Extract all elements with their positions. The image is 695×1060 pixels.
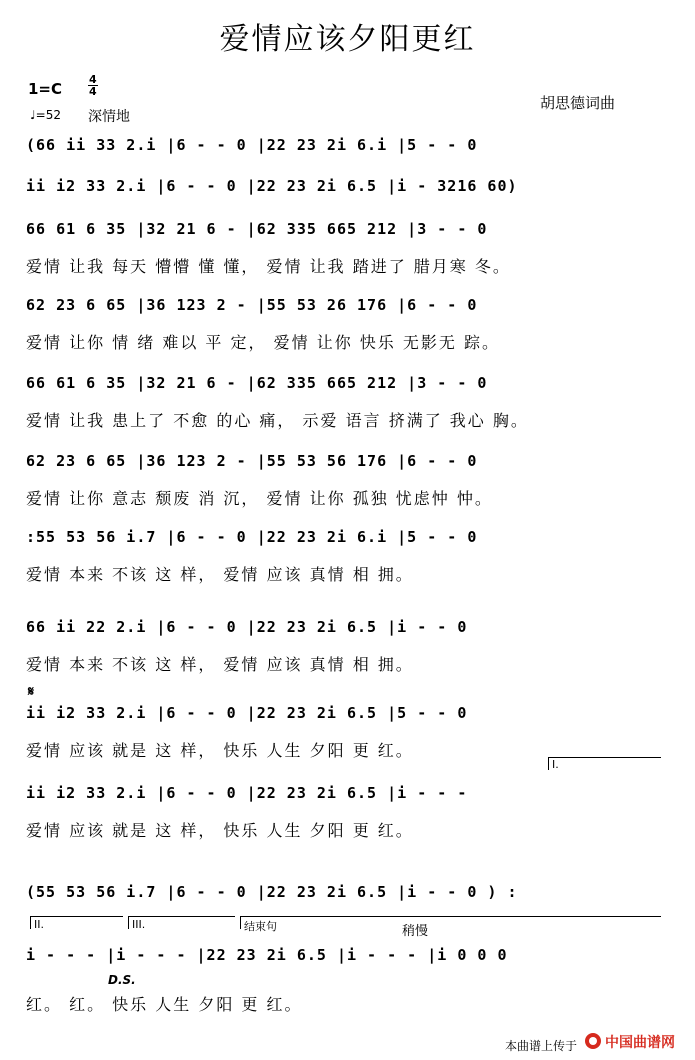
lyric-line: 爱情 本来 不该 这 样， 爱情 应该 真情 相 拥。 <box>26 655 414 674</box>
coda-bracket <box>240 916 661 929</box>
volta-1-bracket <box>548 757 661 770</box>
site-name: 中国曲谱网 <box>605 1035 675 1051</box>
score-row-9 <box>26 704 666 764</box>
notation-line: 62 23 6 65 |36 123 2 - |55 53 26 176 |6 - - 0 <box>26 296 478 314</box>
notation-line: 62 23 6 65 |36 123 2 - |55 53 56 176 |6 - - 0 <box>26 452 478 470</box>
lyric-line: 爱情 应该 就是 这 样， 快乐 人生 夕阳 更 红。 <box>26 741 414 760</box>
score-row-12-lyric <box>26 958 666 1018</box>
notation-line: i - - - |i - - - |22 23 2i 6.5 |i - - - |i 0 0 0 <box>26 946 508 964</box>
score-row-3 <box>26 220 666 280</box>
time-signature-bottom: 4 <box>89 85 97 98</box>
composer-credit: 胡思德词曲 <box>540 94 616 112</box>
lyric-line: 爱情 应该 就是 这 样， 快乐 人生 夕阳 更 红。 <box>26 821 414 840</box>
segno-sign: 𝄋 <box>28 684 35 700</box>
notation-line: ii i2 33 2.i |6 - - 0 |22 23 2i 6.5 |i - - - <box>26 784 468 802</box>
notation-line: ii i2 33 2.i |6 - - 0 |22 23 2i 6.5 |i - 3216 60) <box>26 177 518 195</box>
notation-line: :55 53 56 i.7 |6 - - 0 |22 23 2i 6.i |5 - - 0 <box>26 528 478 546</box>
time-signature <box>88 74 98 97</box>
score-row-8 <box>26 618 666 678</box>
volta-1-label: I. <box>552 758 559 771</box>
site-logo[interactable] <box>585 1032 689 1052</box>
tempo-change-label: 稍慢 <box>402 924 429 939</box>
notation-line: (66 ii 33 2.i |6 - - 0 |22 23 2i 6.i |5 - - 0 <box>26 136 478 154</box>
coda-label: 结束句 <box>244 920 277 933</box>
logo-icon <box>585 1033 601 1049</box>
score-row-7 <box>26 528 666 588</box>
time-signature-top: 4 <box>89 73 97 86</box>
lyric-line: 爱情 让我 患上了 不愈 的心 痛， 示爱 语言 挤满了 我心 胸。 <box>26 411 529 430</box>
score-row-5 <box>26 374 666 434</box>
upload-credit: 本曲谱上传于 <box>505 1039 578 1053</box>
notation-line: ii i2 33 2.i |6 - - 0 |22 23 2i 6.5 |5 - - 0 <box>26 704 468 722</box>
lyric-line: 爱情 让你 情 绪 难以 平 定， 爱情 让你 快乐 无影无 踪。 <box>26 333 500 352</box>
volta-3-label: III. <box>132 918 146 931</box>
lyric-line: 爱情 让你 意志 颓废 消 沉， 爱情 让你 孤独 忧虑忡 忡。 <box>26 489 493 508</box>
volta-2-label: II. <box>34 918 44 931</box>
lyric-line: 爱情 让我 每天 懵懵 懂 懂， 爱情 让我 踏进了 腊月寒 冬。 <box>26 257 511 276</box>
score-row-11 <box>26 883 666 943</box>
key-signature: 1=C <box>28 80 63 98</box>
notation-line: (55 53 56 i.7 |6 - - 0 |22 23 2i 6.5 |i - - 0 ) : <box>26 883 518 901</box>
notation-line: 66 61 6 35 |32 21 6 - |62 335 665 212 |3 - - 0 <box>26 220 488 238</box>
notation-line: 66 61 6 35 |32 21 6 - |62 335 665 212 |3 - - 0 <box>26 374 488 392</box>
dal-segno-mark: D.S. <box>108 973 136 987</box>
lyric-line: 爱情 本来 不该 这 样， 爱情 应该 真情 相 拥。 <box>26 565 414 584</box>
tempo-mark: ♩=52 <box>30 108 61 122</box>
score-row-6 <box>26 452 666 512</box>
page-title: 爱情应该夕阳更红 <box>219 22 476 57</box>
expression-mark: 深情地 <box>88 109 130 125</box>
notation-line: 66 ii 22 2.i |6 - - 0 |22 23 2i 6.5 |i - - 0 <box>26 618 468 636</box>
lyric-line: 红。 红。 快乐 人生 夕阳 更 红。 <box>26 995 303 1014</box>
score-row-4 <box>26 296 666 356</box>
score-row-10 <box>26 784 666 844</box>
